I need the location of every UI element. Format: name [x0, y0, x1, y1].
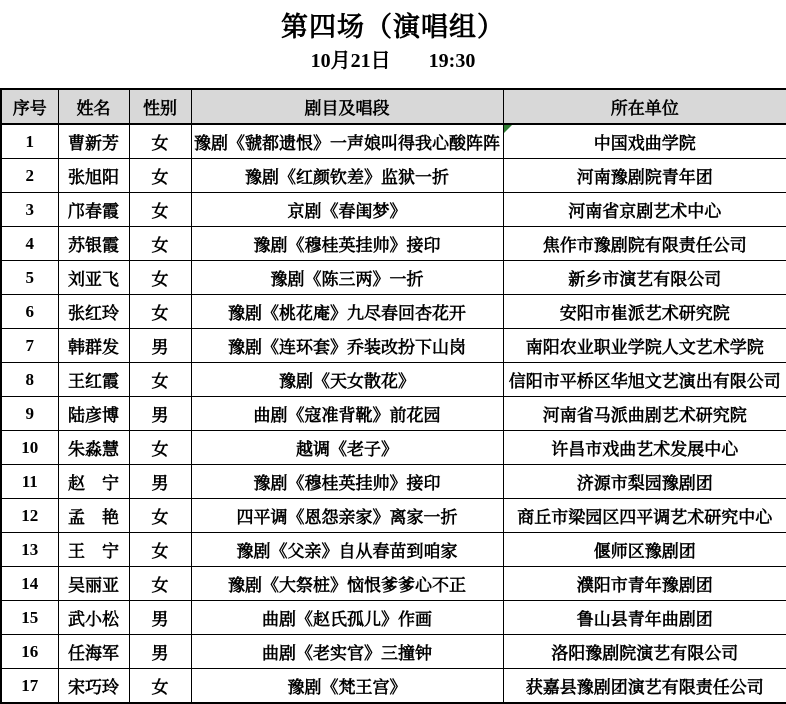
table-row	[1, 124, 786, 159]
cell-gender: 女	[129, 261, 191, 295]
table-row	[1, 193, 786, 227]
cell-name: 张旭阳	[58, 159, 129, 193]
cell-org: 商丘市梁园区四平调艺术研究中心	[503, 499, 786, 533]
cell-gender: 女	[129, 363, 191, 397]
column-header-num: 序号	[1, 89, 58, 124]
cell-piece: 豫剧《父亲》自从春苗到咱家	[191, 533, 503, 567]
table-row	[1, 499, 786, 533]
cell-piece: 豫剧《穆桂英挂帅》接印	[191, 465, 503, 499]
cell-org: 濮阳市青年豫剧团	[503, 567, 786, 601]
cell-piece: 京剧《春闺梦》	[191, 193, 503, 227]
cell-num: 6	[1, 295, 58, 329]
cell-gender: 男	[129, 635, 191, 669]
cell-num: 1	[1, 124, 58, 159]
cell-piece: 豫剧《虢都遗恨》一声娘叫得我心酸阵阵	[191, 124, 503, 159]
page-title: 第四场（演唱组）	[281, 12, 505, 42]
cell-num: 12	[1, 499, 58, 533]
table-row	[1, 601, 786, 635]
table-row	[1, 227, 786, 261]
cell-name: 孟 艳	[58, 499, 129, 533]
cell-piece: 豫剧《桃花庵》九尽春回杏花开	[191, 295, 503, 329]
cell-piece: 豫剧《天女散花》	[191, 363, 503, 397]
session-time: 19:30	[428, 50, 476, 72]
column-header-name: 姓名	[58, 89, 129, 124]
cell-name: 张红玲	[58, 295, 129, 329]
cell-org: 偃师区豫剧团	[503, 533, 786, 567]
cell-gender: 女	[129, 533, 191, 567]
cell-gender: 女	[129, 295, 191, 329]
cell-gender: 女	[129, 669, 191, 704]
cell-org: 安阳市崔派艺术研究院	[503, 295, 786, 329]
cell-gender: 女	[129, 159, 191, 193]
cell-gender: 男	[129, 465, 191, 499]
cell-gender: 女	[129, 227, 191, 261]
cell-name: 刘亚飞	[58, 261, 129, 295]
cell-piece: 曲剧《寇准背靴》前花园	[191, 397, 503, 431]
cell-num: 2	[1, 159, 58, 193]
cell-org: 济源市梨园豫剧团	[503, 465, 786, 499]
cell-piece: 豫剧《穆桂英挂帅》接印	[191, 227, 503, 261]
cell-org: 中国戏曲学院	[503, 124, 786, 159]
cell-org: 信阳市平桥区华旭文艺演出有限公司	[503, 363, 786, 397]
cell-num: 15	[1, 601, 58, 635]
cell-name: 苏银霞	[58, 227, 129, 261]
table-row	[1, 363, 786, 397]
cell-gender: 女	[129, 193, 191, 227]
table-row	[1, 397, 786, 431]
cell-gender: 男	[129, 397, 191, 431]
cell-piece: 曲剧《老实官》三撞钟	[191, 635, 503, 669]
cell-org: 鲁山县青年曲剧团	[503, 601, 786, 635]
cell-piece: 豫剧《梵王宫》	[191, 669, 503, 704]
cell-error-flag-icon	[504, 125, 512, 133]
cell-gender: 女	[129, 567, 191, 601]
cell-num: 7	[1, 329, 58, 363]
column-header-gender: 性别	[129, 89, 191, 124]
cell-num: 14	[1, 567, 58, 601]
cell-num: 16	[1, 635, 58, 669]
cell-piece: 豫剧《大祭桩》恼恨爹爹心不正	[191, 567, 503, 601]
table-row	[1, 465, 786, 499]
cell-name: 任海军	[58, 635, 129, 669]
cell-name: 赵 宁	[58, 465, 129, 499]
cell-org: 新乡市演艺有限公司	[503, 261, 786, 295]
cell-num: 10	[1, 431, 58, 465]
schedule-table	[0, 88, 786, 704]
cell-piece: 豫剧《陈三两》一折	[191, 261, 503, 295]
cell-num: 4	[1, 227, 58, 261]
cell-org: 南阳农业职业学院人文艺术学院	[503, 329, 786, 363]
cell-piece: 越调《老子》	[191, 431, 503, 465]
cell-name: 曹新芳	[58, 124, 129, 159]
cell-piece: 四平调《恩怨亲家》离家一折	[191, 499, 503, 533]
cell-name: 吴丽亚	[58, 567, 129, 601]
table-row	[1, 159, 786, 193]
cell-num: 9	[1, 397, 58, 431]
cell-name: 邝春霞	[58, 193, 129, 227]
cell-num: 13	[1, 533, 58, 567]
cell-num: 5	[1, 261, 58, 295]
table-row	[1, 533, 786, 567]
cell-num: 17	[1, 669, 58, 704]
cell-piece: 曲剧《赵氏孤儿》作画	[191, 601, 503, 635]
cell-name: 陆彦博	[58, 397, 129, 431]
table-row	[1, 567, 786, 601]
column-header-org: 所在单位	[503, 89, 786, 124]
cell-org: 河南豫剧院青年团	[503, 159, 786, 193]
cell-num: 8	[1, 363, 58, 397]
cell-num: 3	[1, 193, 58, 227]
session-datetime	[0, 46, 786, 76]
cell-num: 11	[1, 465, 58, 499]
session-date: 10月21日	[310, 50, 391, 72]
cell-gender: 女	[129, 431, 191, 465]
cell-org: 获嘉县豫剧团演艺有限责任公司	[503, 669, 786, 704]
cell-org: 河南省京剧艺术中心	[503, 193, 786, 227]
table-row	[1, 431, 786, 465]
cell-gender: 女	[129, 124, 191, 159]
cell-gender: 男	[129, 601, 191, 635]
table-row	[1, 261, 786, 295]
cell-gender: 女	[129, 499, 191, 533]
cell-name: 武小松	[58, 601, 129, 635]
cell-piece: 豫剧《红颜钦差》监狱一折	[191, 159, 503, 193]
cell-org: 焦作市豫剧院有限责任公司	[503, 227, 786, 261]
cell-name: 宋巧玲	[58, 669, 129, 704]
column-header-piece: 剧目及唱段	[191, 89, 503, 124]
cell-name: 王 宁	[58, 533, 129, 567]
cell-org: 许昌市戏曲艺术发展中心	[503, 431, 786, 465]
cell-org: 河南省马派曲剧艺术研究院	[503, 397, 786, 431]
table-row	[1, 329, 786, 363]
schedule-sheet	[0, 8, 786, 697]
cell-gender: 男	[129, 329, 191, 363]
cell-name: 朱淼慧	[58, 431, 129, 465]
cell-name: 王红霞	[58, 363, 129, 397]
cell-piece: 豫剧《连环套》乔装改扮下山岗	[191, 329, 503, 363]
cell-name: 韩群发	[58, 329, 129, 363]
cell-org: 洛阳豫剧院演艺有限公司	[503, 635, 786, 669]
table-body	[1, 124, 786, 703]
table-header-row	[1, 89, 786, 124]
table-row	[1, 635, 786, 669]
table-row	[1, 295, 786, 329]
